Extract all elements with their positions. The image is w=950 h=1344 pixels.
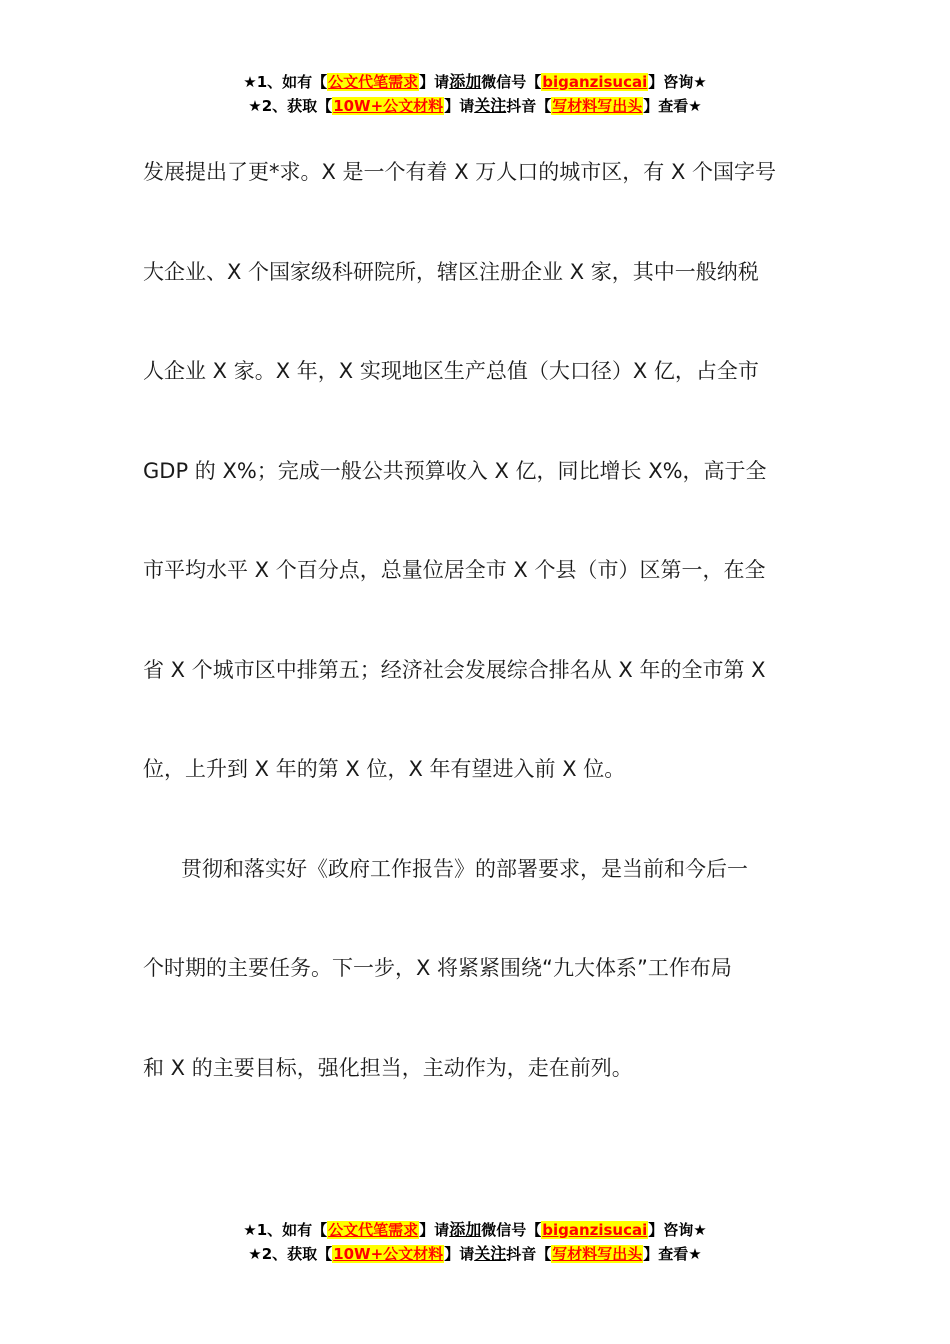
highlight-account: 写材料写出头 [552,1245,643,1263]
highlight-service: 公文代笔需求 [328,1221,419,1239]
banner-text: ★2、获取【 [248,97,333,115]
text-line: 省 X 个城市区中排第五；经济社会发展综合排名从 X 年的全市第 X [143,657,766,682]
banner-text: 】请 [419,73,450,91]
text-line: 个时期的主要任务。下一步，X 将紧紧围绕“九大体系”工作布局 [143,956,732,980]
banner-text: 】咨询★ [648,73,707,91]
banner-text: 】查看★ [643,97,702,115]
text-line: 人企业 X 家。X 年，X 实现地区生产总值（大口径）X 亿，占全市 [143,359,759,383]
banner-text: 抖音【 [506,1245,552,1263]
banner-text: 抖音【 [506,97,552,115]
text-line: 位，上升到 X 年的第 X 位，X 年有望进入前 X 位。 [143,757,626,781]
text-line: 大企业、X 个国家级科研院所，辖区注册企业 X 家，其中一般纳税 [143,259,759,284]
banner-line-2 [0,94,950,118]
paragraph-start-line: 贯彻和落实好《政府工作报告》的部署要求，是当前和今后一 [181,856,748,881]
emphasis-follow: 关注 [474,96,507,115]
highlight-account: 写材料写出头 [552,97,643,115]
highlight-wechat-id: biganzisucai [542,1221,648,1239]
header-banner [0,70,950,118]
banner-line-1 [0,1218,950,1242]
banner-text: ★2、获取【 [248,1245,333,1263]
emphasis-add: 添加 [449,1220,482,1239]
banner-text: 】请 [419,1221,450,1239]
banner-text: 】查看★ [643,1245,702,1263]
text-line: GDP 的 X%；完成一般公共预算收入 X 亿，同比增长 X%，高于全 [143,458,767,483]
text-line: 市平均水平 X 个百分点，总量位居全市 X 个县（市）区第一，在全 [143,558,766,582]
text-line: 发展提出了更*求。X 是一个有着 X 万人口的城市区，有 X 个国字号 [143,160,777,184]
banner-text: 微信号【 [481,1221,542,1239]
footer-banner [0,1218,950,1266]
banner-text: ★1、如有【 [243,1221,328,1239]
document-body [143,123,807,1118]
highlight-service: 公文代笔需求 [328,73,419,91]
banner-text: 】请 [444,97,475,115]
highlight-materials: 10W+公文材料 [333,1245,444,1263]
banner-line-1 [0,70,950,94]
banner-text: 】咨询★ [648,1221,707,1239]
text-line: 和 X 的主要目标，强化担当，主动作为，走在前列。 [143,1055,633,1080]
emphasis-add: 添加 [449,72,482,91]
banner-text: ★1、如有【 [243,73,328,91]
emphasis-follow: 关注 [474,1244,507,1263]
highlight-wechat-id: biganzisucai [542,73,648,91]
banner-text: 微信号【 [481,73,542,91]
banner-text: 】请 [444,1245,475,1263]
highlight-materials: 10W+公文材料 [333,97,444,115]
banner-line-2 [0,1242,950,1266]
